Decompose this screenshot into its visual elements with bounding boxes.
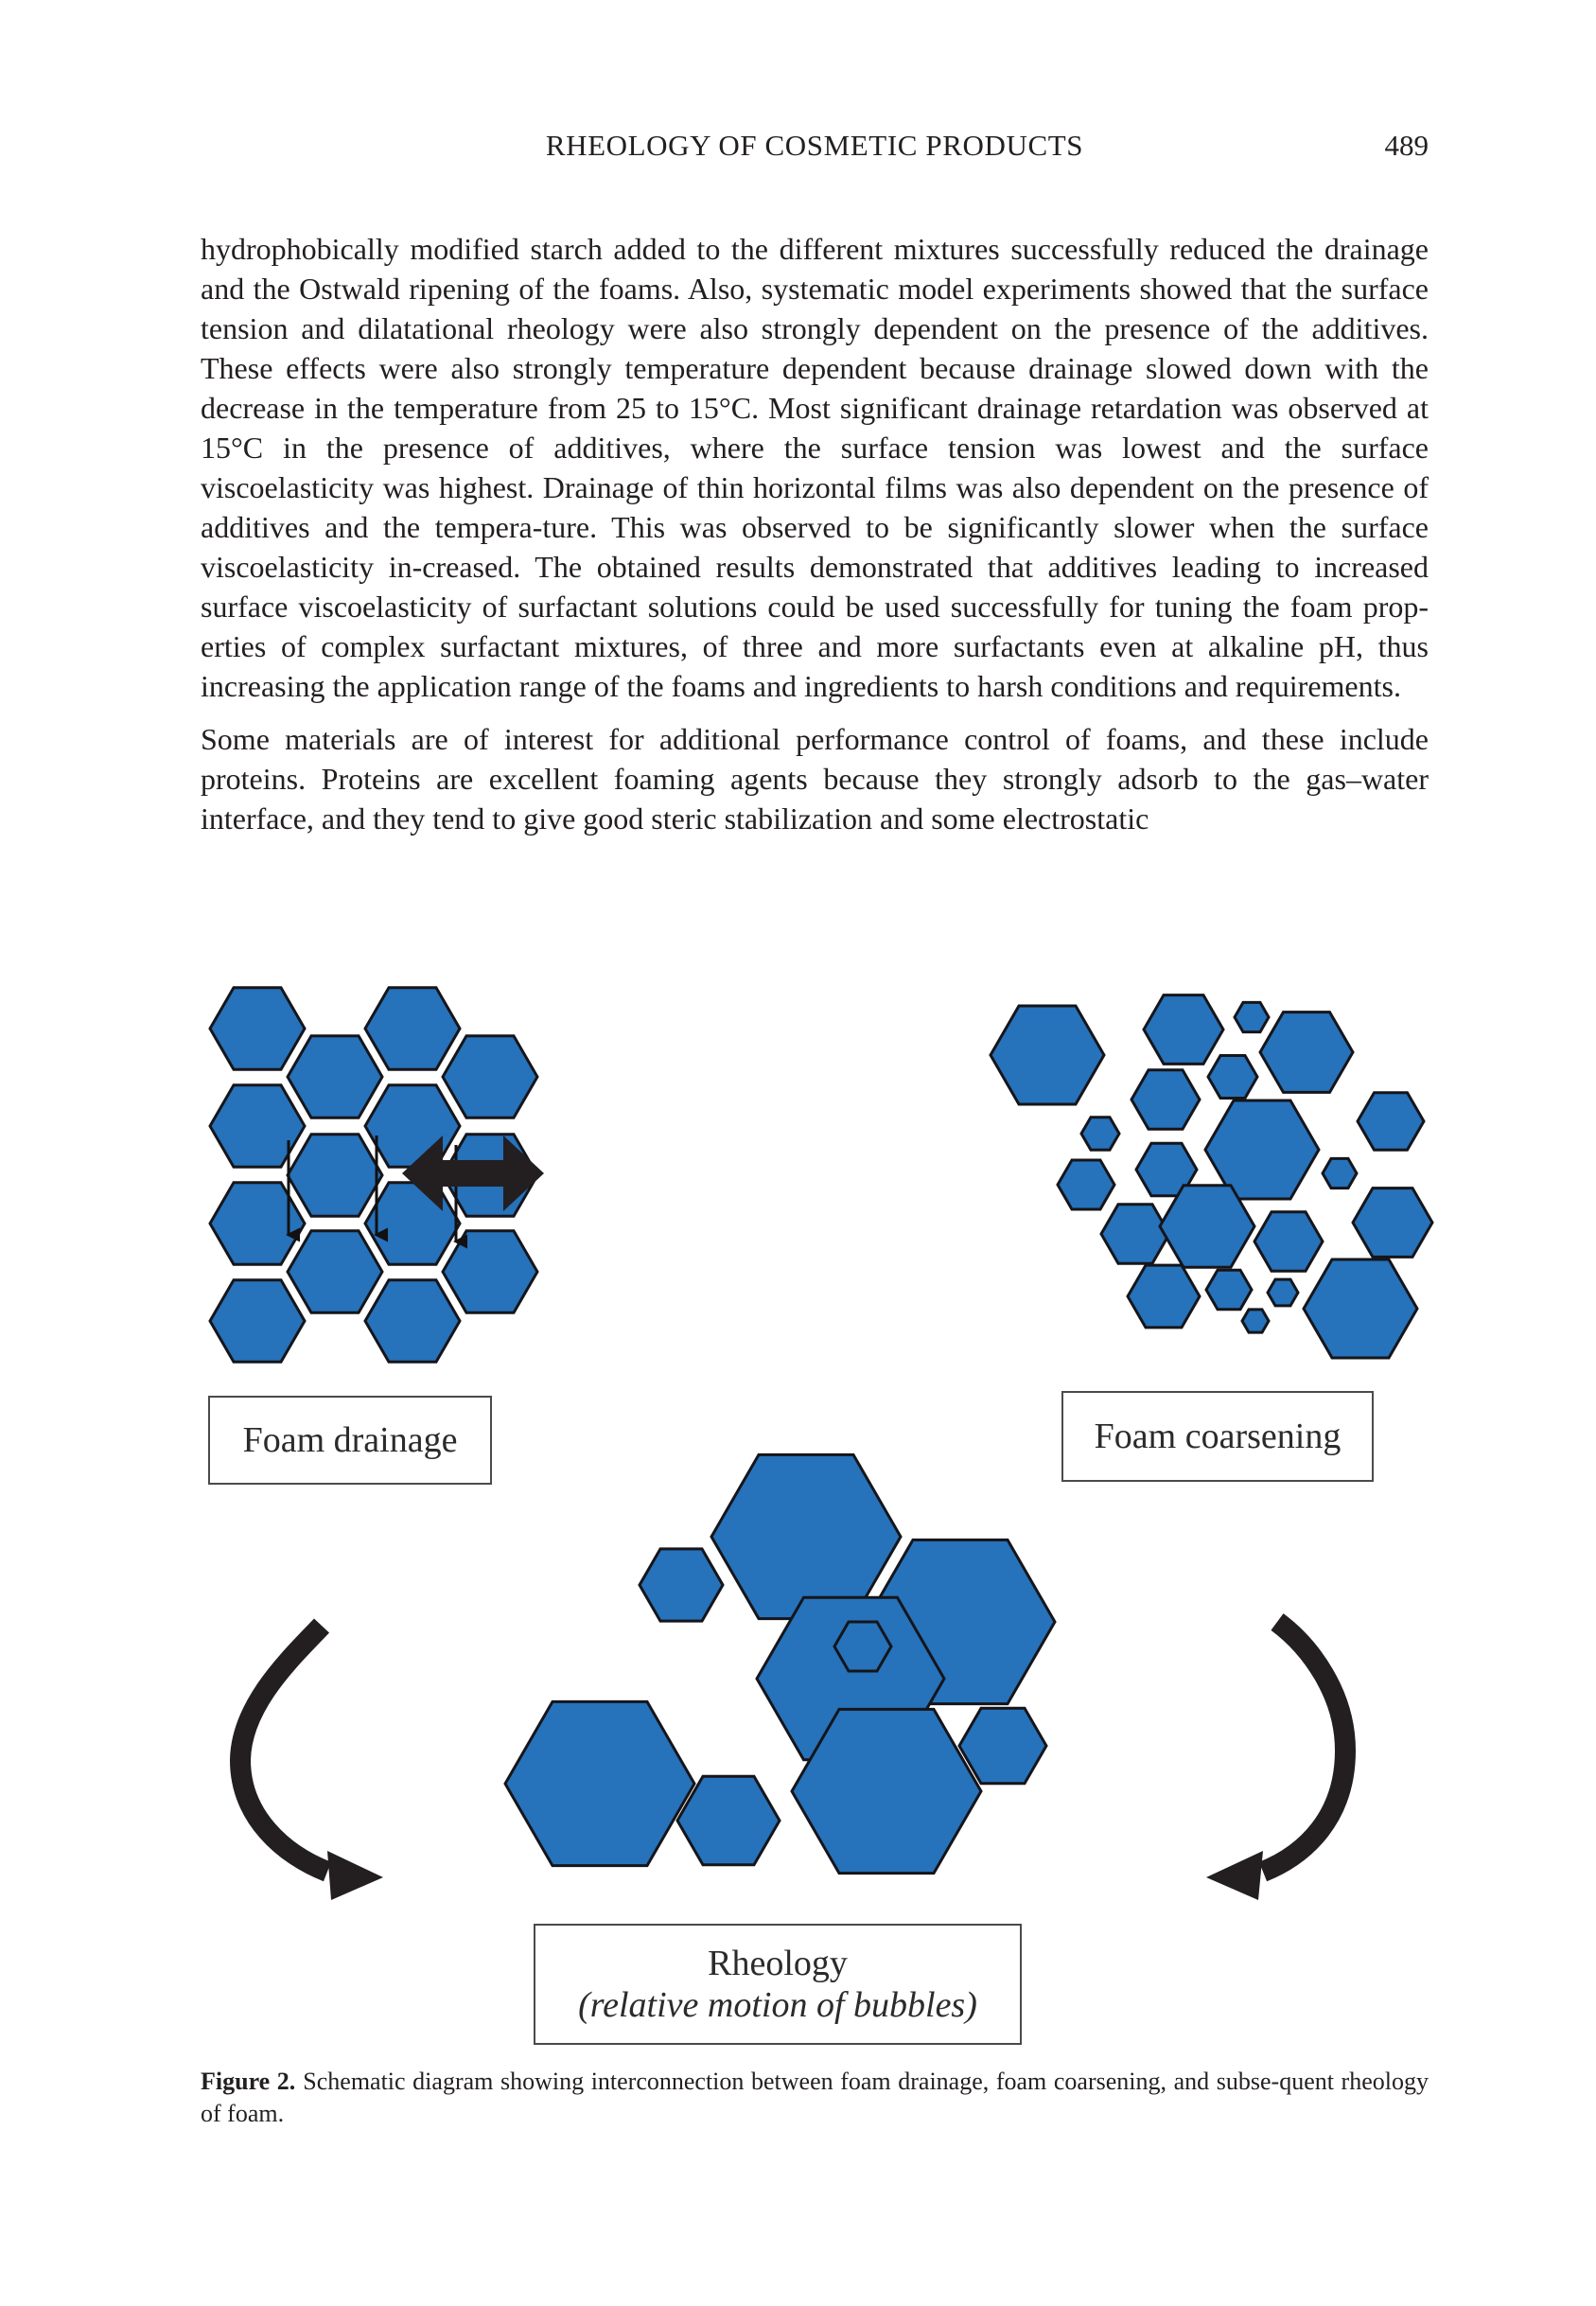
drainage-bubble [210, 1183, 305, 1265]
coarsening-bubble [1206, 1270, 1252, 1310]
coarsening-bubble [1144, 995, 1223, 1065]
drainage-bubble [365, 1280, 460, 1363]
rheology-bubble [959, 1708, 1046, 1784]
coarsening-bubble [1323, 1158, 1357, 1188]
coarsening-bubble [1268, 1279, 1298, 1306]
foam-coarsening-text: Foam coarsening [1094, 1417, 1342, 1456]
drainage-bubble [288, 1135, 382, 1217]
coarsening-bubble [1128, 1265, 1200, 1328]
coarsening-bubble [1358, 1093, 1424, 1151]
running-header [201, 129, 1429, 170]
page-number: 489 [1384, 129, 1429, 162]
rheology-bubble [834, 1622, 891, 1671]
figure-caption-label: Figure 2. [201, 2068, 296, 2095]
figure-2 [189, 975, 1438, 2053]
coarsening-bubble [1081, 1118, 1119, 1151]
rheology-label [534, 1924, 1022, 2045]
rheology-bubble [505, 1701, 694, 1865]
coarsening-bubble [1131, 1070, 1200, 1129]
rheology-title: Rheology [708, 1944, 848, 1983]
paragraph: hydrophobically modified starch added to the different mixtures successfully reduced the drainage and the Ostwald ripening of the foams. Also, systematic model experiments showed that the surface tension and dilatational rheology were also strongly dependent on the presence of the additives. These effects were also strongly temperature dependent because drainage slowed down with the decrease in the temperature from 25 to 15°C. Most significant drainage retardation was observed at 15°C in the presence of additives, where the surface tension was lowest and the surface viscoelasticity was highest. Drainage of thin horizontal films was also dependent on the presence of additives and the tempera-ture. This was observed to be significantly slower when the surface viscoelasticity in-creased. The obtained results demonstrated that additives leading to increased surface viscoelasticity of surfactant solutions could be used successfully for tuning the foam prop-erties of complex surfactant mixtures, of three and more surfactants even at alkaline pH, thus increasing the application range of the foams and ingredients to harsh conditions and requirements. [201, 232, 1429, 703]
curved-arrow-right-icon [1206, 1622, 1345, 1900]
drainage-bubble [443, 1036, 537, 1118]
drainage-bubble [365, 1085, 460, 1168]
rheology-bubble [711, 1454, 901, 1618]
coarsening-bubble [1235, 1002, 1269, 1031]
foam-coarsening-label [1061, 1391, 1374, 1482]
rheology-bubble [640, 1549, 723, 1621]
curved-arrow-left-icon [240, 1626, 383, 1900]
coarsening-bubble [1208, 1056, 1257, 1099]
drainage-bubble [288, 1036, 382, 1118]
running-title: RHEOLOGY OF COSMETIC PRODUCTS [545, 129, 1084, 162]
drainage-bubble [210, 1280, 305, 1363]
drainage-bubble [288, 1231, 382, 1313]
coarsening-bubble [1254, 1212, 1323, 1271]
coarsening-bubble [1101, 1205, 1169, 1263]
coarsening-bubble [1353, 1188, 1432, 1258]
paragraph: Some materials are of interest for additional performance control of foams, and these include proteins. Proteins are excellent foaming agents because they strongly adsorb to the gas–water interface, and they tend to give good steric stabilization and some electrostatic [201, 722, 1429, 836]
body-text [201, 229, 1429, 852]
foam-drainage-label [208, 1396, 492, 1485]
drainage-bubble [365, 1183, 460, 1265]
drainage-bubble [210, 1085, 305, 1168]
coarsening-bubble [1242, 1310, 1269, 1332]
drainage-bubble [365, 988, 460, 1070]
drainage-bubble [443, 1231, 537, 1313]
rheology-subtitle: (relative motion of bubbles) [578, 1985, 977, 2025]
figure-caption-text: Schematic diagram showing interconnection between foam drainage, foam coarsening, and subse-quent rheology of foam. [201, 2068, 1429, 2127]
coarsening-bubble [1304, 1259, 1417, 1358]
drainage-bubble [210, 988, 305, 1070]
coarsening-bubble [991, 1006, 1104, 1104]
foam-drainage-text: Foam drainage [242, 1420, 458, 1460]
rheology-bubble [677, 1776, 780, 1865]
figure-caption [201, 2066, 1429, 2130]
coarsening-bubble [1260, 1012, 1353, 1093]
coarsening-bubble [1058, 1160, 1114, 1209]
foam-schematic [189, 975, 1438, 2053]
